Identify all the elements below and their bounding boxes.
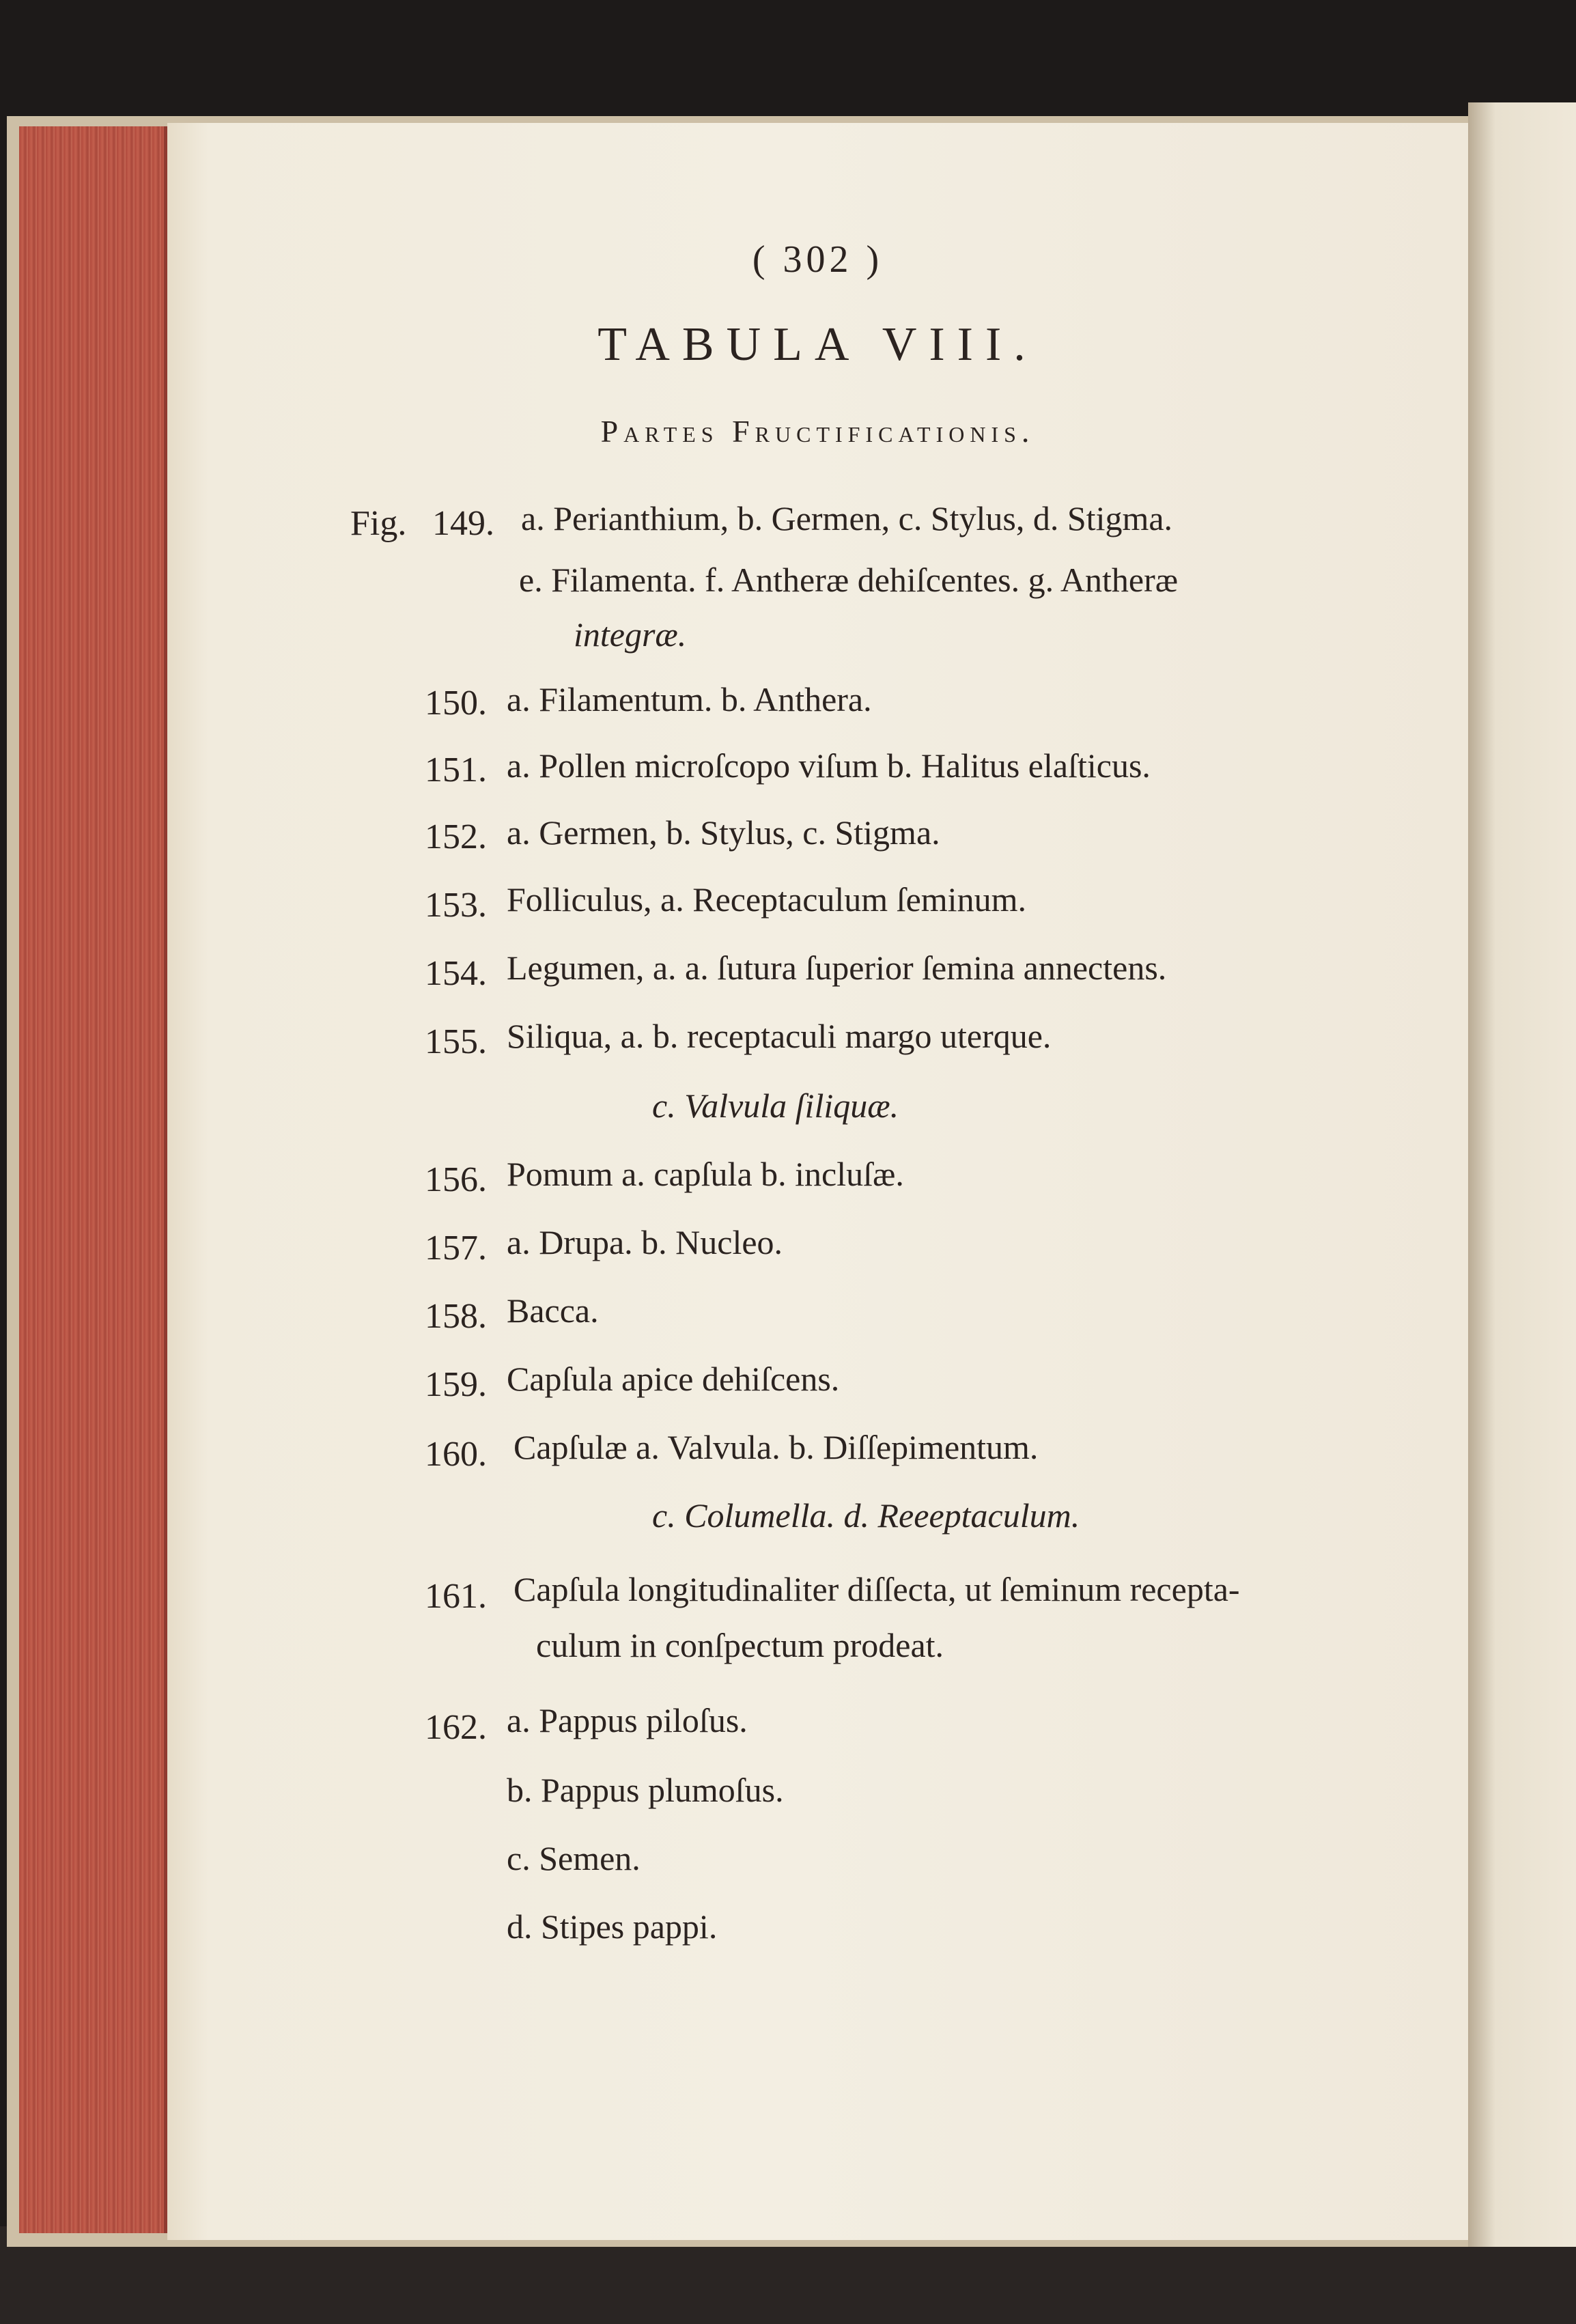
figure-caption-line: culum in conſpectum prodeat. — [536, 1626, 944, 1664]
figure-caption-line: Pomum a. capſula b. incluſæ. — [507, 1155, 904, 1193]
figure-caption-line: Capſula longitudinaliter diſſecta, ut ſeminum recepta- — [513, 1570, 1240, 1608]
figure-caption-line: Bacca. — [507, 1291, 599, 1330]
figure-caption-line: a. Pappus piloſus. — [507, 1701, 748, 1739]
figure-caption-line: Siliqua, a. b. receptaculi margo uterque. — [507, 1017, 1052, 1055]
figure-caption-line: a. Filamentum. b. Anthera. — [507, 680, 872, 718]
figure-number: 158. — [425, 1297, 487, 1336]
figure-number: 162. — [425, 1708, 487, 1747]
figure-caption-line: b. Pappus plumoſus. — [507, 1771, 784, 1809]
fig-label: Fig. — [350, 504, 407, 543]
figure-caption-line: c. Valvula ſiliquæ. — [652, 1087, 899, 1125]
figure-caption-line: a. Drupa. b. Nucleo. — [507, 1223, 783, 1261]
book-page — [167, 123, 1468, 2240]
figure-caption-line: c. Semen. — [507, 1839, 641, 1877]
figure-number: 151. — [425, 751, 487, 789]
figure-number: 150. — [425, 684, 487, 723]
figure-caption-line: Capſulæ a. Valvula. b. Diſſepimentum. — [513, 1428, 1039, 1466]
figure-caption-line: d. Stipes pappi. — [507, 1907, 718, 1946]
facing-page-edge — [1468, 102, 1576, 2247]
figure-caption-line: e. Filamenta. f. Antheræ dehiſcentes. g. Antheræ — [519, 561, 1179, 599]
figure-number: 157. — [425, 1229, 487, 1268]
figure-number: 149. — [432, 504, 494, 543]
figure-caption-line: Folliculus, a. Receptaculum ſeminum. — [507, 880, 1026, 919]
plate-subtitle: Partes Fructificationis. — [600, 414, 1035, 449]
page-number: ( 302 ) — [752, 238, 884, 281]
figure-caption-line: c. Columella. d. Reeeptaculum. — [652, 1496, 1080, 1535]
figure-caption-line: a. Germen, b. Stylus, c. Stigma. — [507, 813, 940, 852]
figure-number: 159. — [425, 1365, 487, 1404]
figure-caption-line: Capſula apice dehiſcens. — [507, 1360, 840, 1398]
figure-caption-line: a. Perianthium, b. Germen, c. Stylus, d. Stigma. — [521, 499, 1173, 537]
figure-number: 153. — [425, 886, 487, 925]
page-edges-red — [19, 126, 168, 2233]
figure-caption-line: Legumen, a. a. ſutura ſuperior ſemina annectens. — [507, 949, 1167, 987]
figure-number: 154. — [425, 954, 487, 993]
figure-caption-line: integræ. — [574, 615, 687, 654]
figure-number: 161. — [425, 1577, 487, 1616]
figure-number: 160. — [425, 1435, 487, 1474]
figure-number: 155. — [425, 1022, 487, 1061]
figure-caption-line: a. Pollen microſcopo viſum b. Halitus elaſticus. — [507, 746, 1151, 785]
figure-number: 156. — [425, 1160, 487, 1199]
figure-number: 152. — [425, 817, 487, 856]
plate-title: TABULA VIII. — [597, 318, 1038, 371]
